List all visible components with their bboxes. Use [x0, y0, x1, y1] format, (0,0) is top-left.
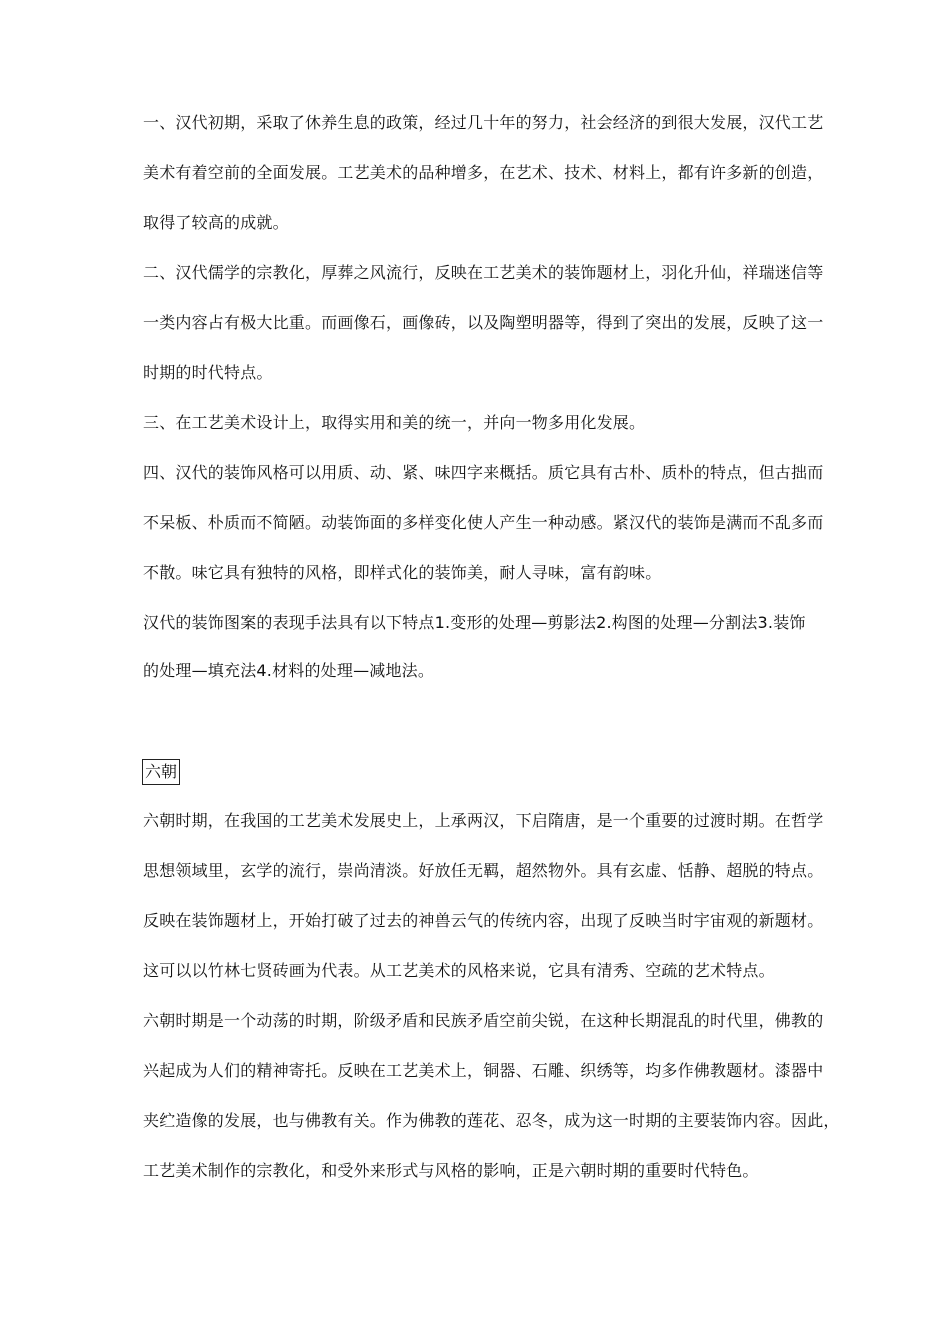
han-text-line-9: 不呆板、朴质而不简陋。动装饰面的多样变化使人产生一种动感。紧汉代的装饰是满而不乱多而 — [143, 513, 824, 532]
six-dynasties-text-line-3: 反映在装饰题材上，开始打破了过去的神兽云气的传统内容，出现了反映当时宇宙观的新题材。 — [143, 911, 824, 930]
six-dynasties-text-line-7: 夹纻造像的发展，也与佛教有关。作为佛教的莲花、忍冬，成为这一时期的主要装饰内容。因此， — [143, 1111, 840, 1130]
han-text-line-8: 四、汉代的装饰风格可以用质、动、紧、味四字来概括。质它具有古朴、质朴的特点，但古拙而 — [143, 463, 824, 482]
han-text-line-4: 二、汉代儒学的宗教化，厚葬之风流行，反映在工艺美术的装饰题材上，羽化升仙，祥瑞迷信等 — [143, 263, 824, 282]
six-dynasties-text-line-2: 思想领域里，玄学的流行，崇尚清淡。好放任无羁，超然物外。具有玄虚、恬静、超脱的特点。 — [143, 861, 824, 880]
six-dynasties-heading: 六朝 — [142, 759, 180, 785]
han-text-line-6: 时期的时代特点。 — [143, 363, 273, 382]
six-dynasties-text-line-5: 六朝时期是一个动荡的时期，阶级矛盾和民族矛盾空前尖锐，在这种长期混乱的时代里，佛教的 — [143, 1011, 824, 1030]
six-dynasties-text-line-8: 工艺美术制作的宗教化，和受外来形式与风格的影响，正是六朝时期的重要时代特色。 — [143, 1161, 759, 1180]
six-dynasties-text-line-6: 兴起成为人们的精神寄托。反映在工艺美术上，铜器、石雕、织绣等，均多作佛教题材。漆器中 — [143, 1061, 824, 1080]
han-text-line-3: 取得了较高的成就。 — [143, 213, 289, 232]
han-text-line-11: 汉代的装饰图案的表现手法具有以下特点1.变形的处理—剪影法2.构图的处理—分割法3.装饰 — [143, 613, 806, 632]
han-text-line-7: 三、在工艺美术设计上，取得实用和美的统一，并向一物多用化发展。 — [143, 413, 646, 432]
han-text-line-2: 美术有着空前的全面发展。工艺美术的品种增多，在艺术、技术、材料上，都有许多新的创造， — [143, 163, 824, 182]
six-dynasties-text-line-4: 这可以以竹林七贤砖画为代表。从工艺美术的风格来说，它具有清秀、空疏的艺术特点。 — [143, 961, 775, 980]
han-text-line-10: 不散。味它具有独特的风格，即样式化的装饰美，耐人寻味，富有韵味。 — [143, 563, 662, 582]
han-text-line-1: 一、汉代初期，采取了休养生息的政策，经过几十年的努力，社会经济的到很大发展，汉代工艺 — [143, 113, 824, 132]
han-text-line-12: 的处理—填充法4.材料的处理—减地法。 — [143, 661, 435, 680]
six-dynasties-text-line-1: 六朝时期，在我国的工艺美术发展史上，上承两汉，下启隋唐，是一个重要的过渡时期。在哲学 — [143, 811, 824, 830]
han-text-line-5: 一类内容占有极大比重。而画像石，画像砖，以及陶塑明器等，得到了突出的发展，反映了这一 — [143, 313, 824, 332]
